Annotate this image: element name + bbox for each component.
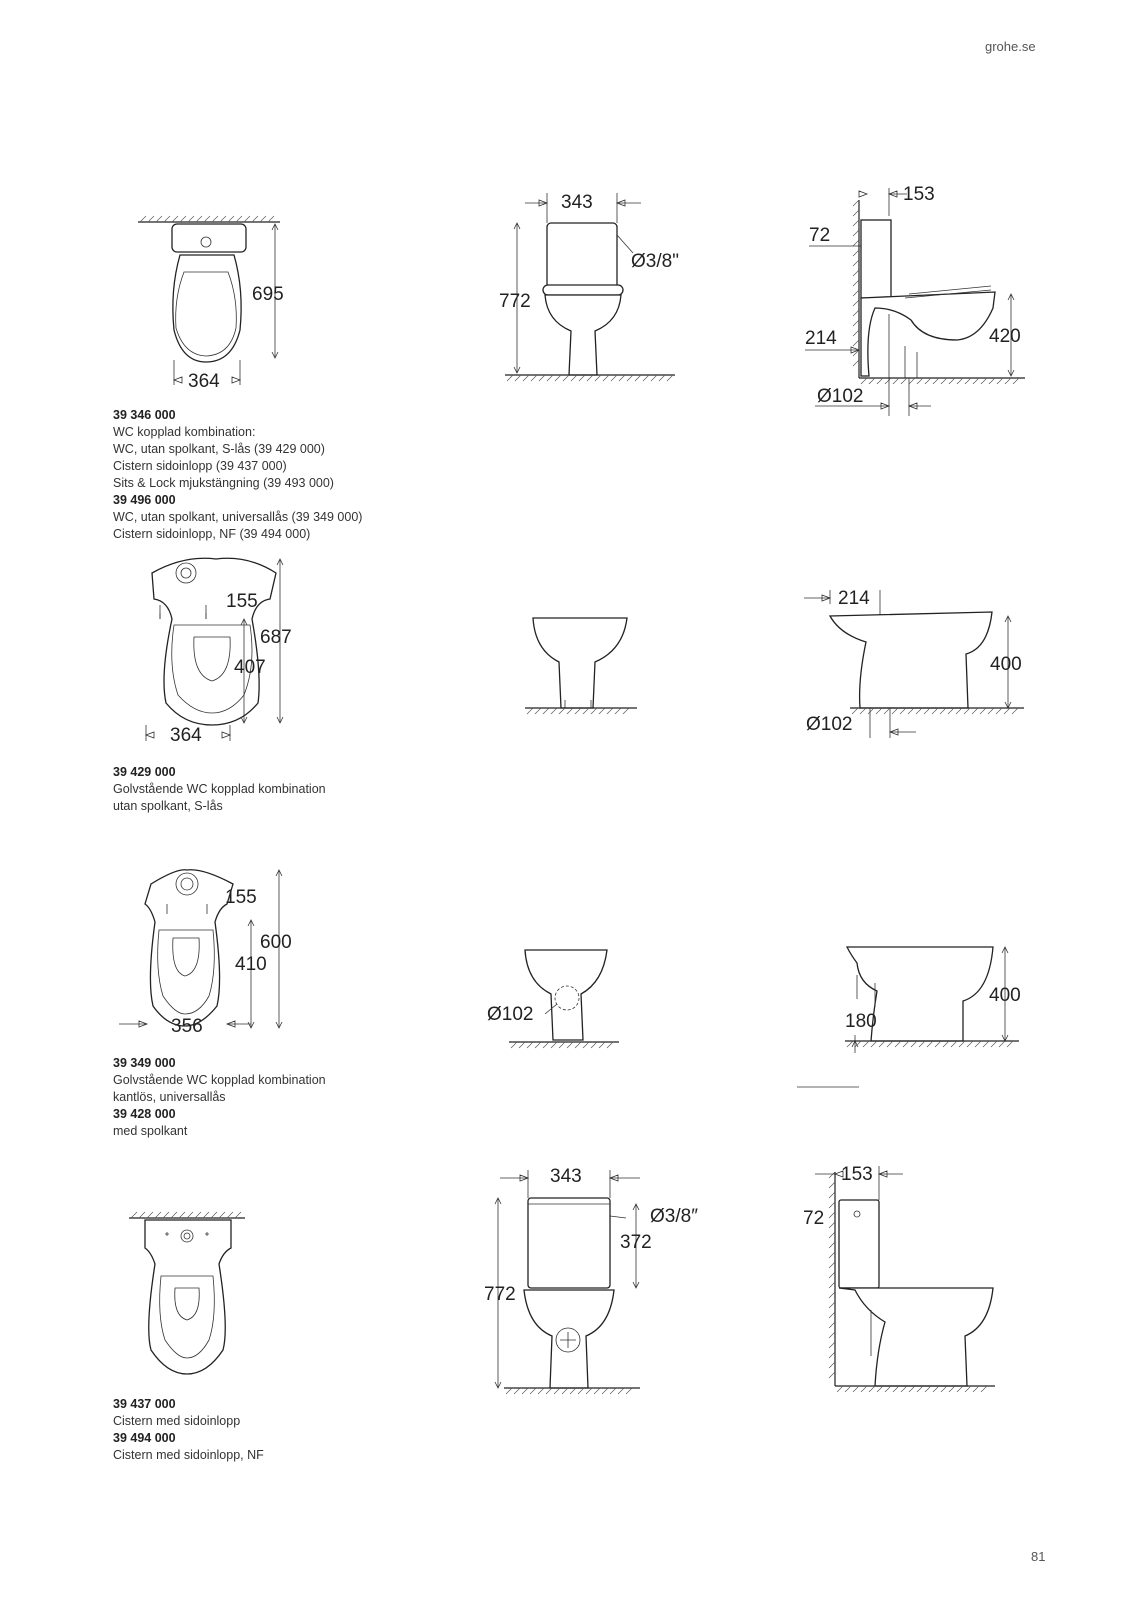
- drawing-2-front-view: [525, 610, 645, 730]
- drawing-2-side-view: [800, 582, 1040, 742]
- caption-line: WC kopplad kombination:: [113, 425, 256, 439]
- dim-72: 72: [809, 225, 831, 246]
- drawing-1-front-view: [495, 183, 705, 383]
- dim-diam-102: Ø102: [817, 386, 864, 407]
- dim-diam-102: Ø102: [806, 714, 853, 735]
- caption-line: med spolkant: [113, 1124, 188, 1138]
- dim-155: 155: [225, 887, 257, 908]
- page-number: 81: [1031, 1549, 1046, 1564]
- drawing-1-top-view: [130, 210, 300, 395]
- caption-39346000: [113, 407, 362, 543]
- dim-600: 600: [260, 932, 292, 953]
- product-code: 39 496 000: [113, 493, 176, 507]
- dim-772: 772: [484, 1284, 516, 1305]
- caption-line: kantlös, universallås: [113, 1090, 226, 1104]
- dim-diam-102: Ø102: [487, 1004, 534, 1025]
- caption-line: Sits & Lock mjukstängning (39 493 000): [113, 476, 334, 490]
- dim-420: 420: [989, 326, 1021, 347]
- dim-400: 400: [989, 985, 1021, 1006]
- drawing-1-side-view: [805, 180, 1040, 420]
- caption-39349000: [113, 1055, 326, 1140]
- drawing-4-top-view: [125, 1208, 255, 1388]
- caption-line: WC, utan spolkant, S-lås (39 429 000): [113, 442, 325, 456]
- caption-line: WC, utan spolkant, universallås (39 349 000): [113, 510, 363, 524]
- caption-39437000: [113, 1396, 264, 1464]
- dim-407: 407: [234, 657, 266, 678]
- dim-72: 72: [803, 1208, 825, 1229]
- dim-214: 214: [838, 588, 870, 609]
- product-code: 39 349 000: [113, 1056, 176, 1070]
- caption-line: Cistern med sidoinlopp: [113, 1414, 241, 1428]
- dim-inlet-3-8: Ø3/8": [631, 251, 679, 272]
- caption-line: Cistern sidoinlopp (39 437 000): [113, 459, 287, 473]
- product-code: 39 346 000: [113, 408, 176, 422]
- caption-39429000: [113, 764, 326, 815]
- site-url: grohe.se: [985, 39, 1036, 54]
- drawing-3-top-view: [115, 860, 295, 1045]
- dim-153: 153: [841, 1164, 873, 1185]
- dim-155: 155: [226, 591, 258, 612]
- dim-153: 153: [903, 184, 935, 205]
- dim-400: 400: [990, 654, 1022, 675]
- caption-line: Golvstående WC kopplad kombination: [113, 1073, 326, 1087]
- caption-line: Cistern med sidoinlopp, NF: [113, 1448, 264, 1462]
- dim-343: 343: [561, 192, 593, 213]
- caption-line: utan spolkant, S-lås: [113, 799, 223, 813]
- drawing-3-side-view: [795, 935, 1035, 1095]
- product-code: 39 494 000: [113, 1431, 176, 1445]
- product-code: 39 429 000: [113, 765, 176, 779]
- dim-695: 695: [252, 284, 284, 305]
- drawing-2-top-view: [140, 555, 310, 755]
- dim-214: 214: [805, 328, 837, 349]
- drawing-4-side-view: [795, 1160, 1035, 1395]
- dim-687: 687: [260, 627, 292, 648]
- caption-line: Golvstående WC kopplad kombination: [113, 782, 326, 796]
- dim-356: 356: [171, 1016, 203, 1037]
- dim-364: 364: [170, 725, 202, 746]
- drawing-4-front-view: [480, 1160, 710, 1395]
- dim-772: 772: [499, 291, 531, 312]
- product-code: 39 437 000: [113, 1397, 176, 1411]
- dim-343: 343: [550, 1166, 582, 1187]
- dim-180: 180: [845, 1011, 877, 1032]
- dim-364: 364: [188, 371, 220, 392]
- dim-410: 410: [235, 954, 267, 975]
- dim-372: 372: [620, 1232, 652, 1253]
- product-code: 39 428 000: [113, 1107, 176, 1121]
- caption-line: Cistern sidoinlopp, NF (39 494 000): [113, 527, 311, 541]
- dim-inlet-3-8: Ø3/8″: [650, 1206, 698, 1227]
- drawing-3-front-view: [485, 940, 625, 1052]
